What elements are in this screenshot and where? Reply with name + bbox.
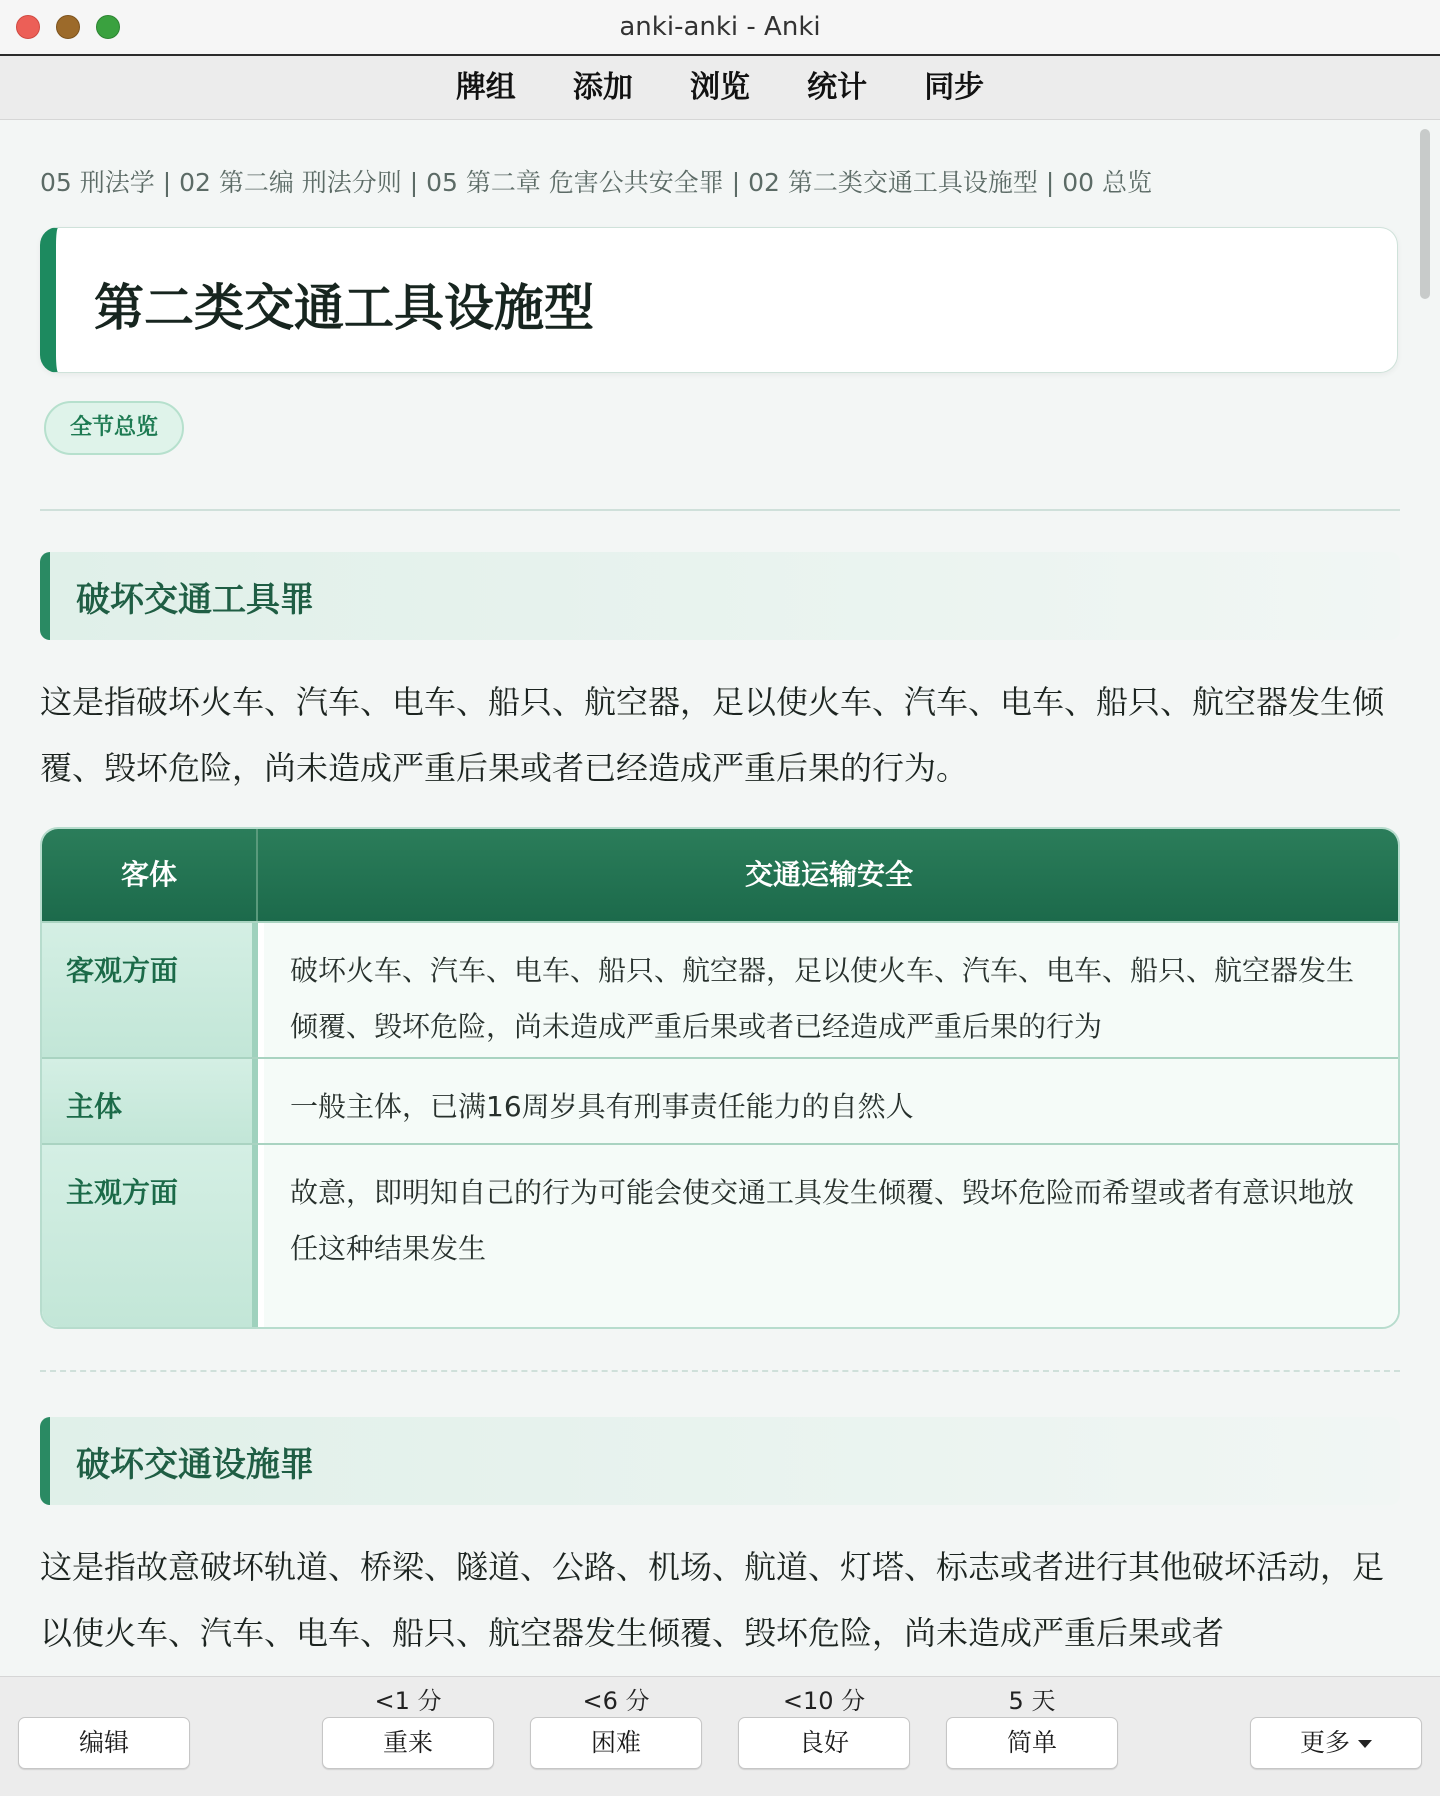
vertical-scrollbar[interactable] [1420,129,1430,299]
title-card [40,227,1398,373]
hard-interval: <6 分 [582,1687,650,1715]
toolbar-add[interactable]: 添加 [572,70,633,105]
overview-tag[interactable]: 全节总览 [44,401,184,455]
hard-button[interactable]: 困难 [530,1717,702,1769]
edit-button[interactable]: 编辑 [18,1717,190,1769]
divider [40,509,1400,511]
table-row-key: 主体 [42,1059,258,1143]
section-heading-label: 破坏交通设施罪 [76,1445,314,1485]
section-separator [40,1370,1400,1372]
section-heading-label: 破坏交通工具罪 [76,580,314,620]
good-interval: <10 分 [782,1687,866,1715]
table-row-value: 破坏火车、汽车、电车、船只、航空器，足以使火车、汽车、电车、船只、航空器发生倾覆、毁坏危险，尚未造成严重后果或者已经造成严重后果的行为 [264,923,1398,1057]
window-titlebar [0,0,1440,56]
toolbar-decks[interactable]: 牌组 [455,70,516,105]
good-button[interactable]: 良好 [738,1717,910,1769]
elements-table [40,827,1400,1329]
table-row-key: 主观方面 [42,1145,258,1329]
again-interval: <1 分 [374,1687,442,1715]
table-row-key: 客观方面 [42,923,258,1057]
easy-interval: 5 天 [1008,1687,1056,1715]
page-title: 第二类交通工具设施型 [94,279,594,337]
breadcrumb: 05 刑法学 | 02 第二编 刑法分则 | 05 第二章 危害公共安全罪 | 02 第二类交通工具设施型 | 00 总览 [40,168,1152,197]
again-button[interactable]: 重来 [322,1717,494,1769]
easy-button[interactable]: 简单 [946,1717,1118,1769]
section-heading-1 [40,552,1400,640]
toolbar-stats[interactable]: 统计 [807,70,868,105]
more-button[interactable] [1250,1717,1422,1769]
toolbar-sync[interactable]: 同步 [924,70,985,105]
section-paragraph-2: 这是指故意破坏轨道、桥梁、隧道、公路、机场、航道、灯塔、标志或者进行其他破坏活动，足以使火车、汽车、电车、船只、航空器发生倾覆、毁坏危险，尚未造成严重后果或者 [40,1548,1385,1652]
table-header [42,829,1398,921]
section-paragraph-1: 这是指破坏火车、汽车、电车、船只、航空器，足以使火车、汽车、电车、船只、航空器发生倾覆、毁坏危险，尚未造成严重后果或者已经造成严重后果的行为。 [40,683,1385,787]
table-row [42,1057,1398,1143]
table-row [42,1143,1398,1329]
table-row-value: 一般主体，已满16周岁具有刑事责任能力的自然人 [264,1059,1398,1143]
chevron-down-icon [1358,1740,1372,1748]
card-content [0,121,1440,1676]
main-toolbar [0,56,1440,120]
section-heading-2 [40,1417,1400,1505]
window-title: anki-anki - Anki [619,12,821,42]
more-button-label: 更多 [1299,1728,1350,1757]
table-header-value: 交通运输安全 [744,858,913,891]
toolbar-browse[interactable]: 浏览 [690,70,750,105]
answer-bar [0,1676,1440,1796]
table-header-key: 客体 [42,829,258,921]
table-row [42,921,1398,1057]
table-row-value: 故意，即明知自己的行为可能会使交通工具发生倾覆、毁坏危险而希望或者有意识地放任这种结果发生 [264,1145,1398,1329]
